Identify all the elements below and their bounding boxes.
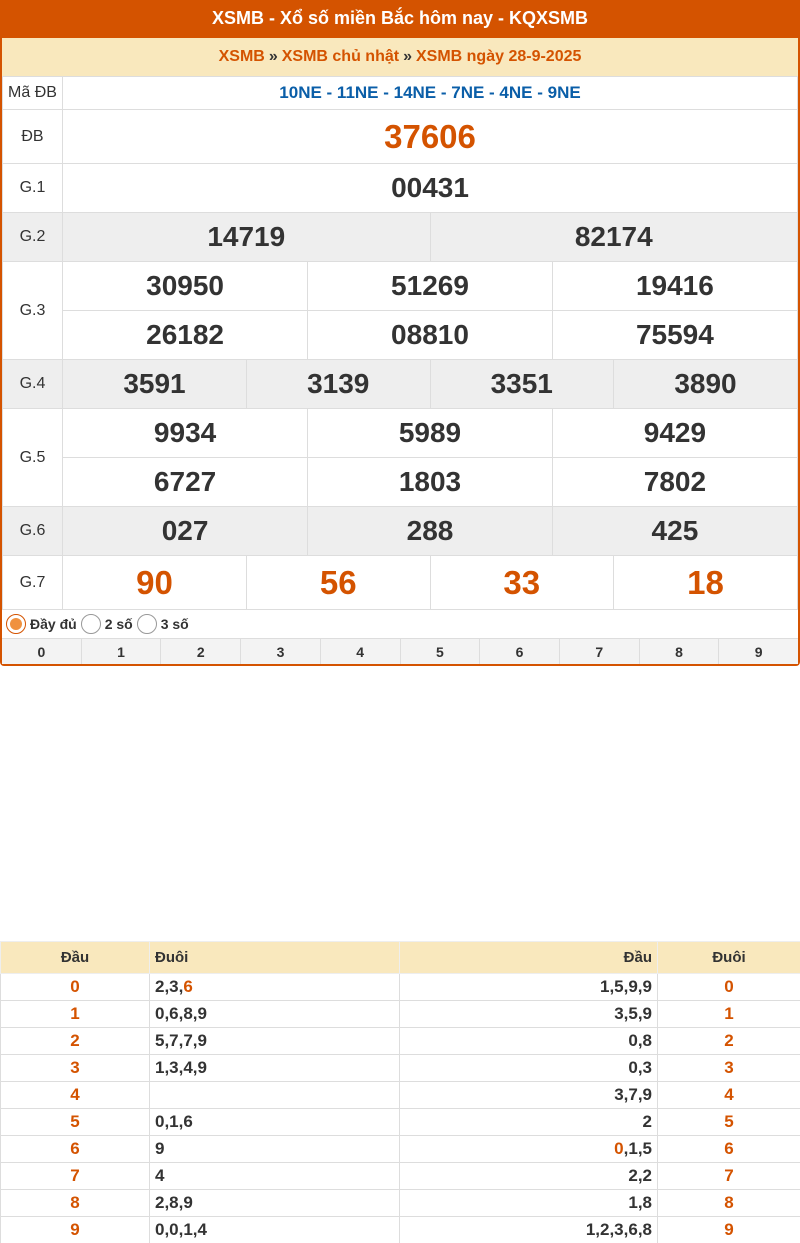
dau-cell	[1, 1001, 150, 1028]
radio-unchecked-icon[interactable]	[81, 614, 101, 634]
duoi-value: 2	[724, 1031, 734, 1050]
filter-two-digit-label: 2 số	[104, 616, 133, 632]
digit-button[interactable]: 2	[161, 639, 241, 664]
db-label: ĐB	[3, 110, 63, 164]
loto-table	[0, 941, 800, 1243]
dau-value: 2	[642, 1112, 652, 1131]
duoi-value: 0,6,8,9	[155, 1004, 207, 1023]
g4-row	[3, 360, 798, 409]
g3-number: 19416	[635, 270, 714, 301]
dau-value: ,1,5	[623, 1139, 652, 1158]
digit-button[interactable]: 5	[401, 639, 481, 664]
g4-number: 3139	[247, 360, 431, 408]
dau-cell	[1, 1109, 150, 1136]
dau-cell	[1, 1028, 150, 1055]
g7-row	[3, 556, 798, 610]
dau-cell	[400, 1190, 658, 1217]
g5-row	[3, 409, 798, 507]
dau-value: 2,2	[628, 1166, 652, 1185]
digit-highlight-bar	[2, 638, 798, 664]
results-table	[2, 76, 798, 610]
g4-number: 3591	[63, 360, 247, 408]
table-row	[1, 1028, 800, 1055]
g2-number: 82174	[430, 213, 797, 261]
duoi-cell	[658, 1028, 800, 1055]
g5-number: 9429	[643, 417, 707, 448]
dau-cell	[1, 1136, 150, 1163]
dau-cell	[1, 1163, 150, 1190]
g5-number: 6727	[63, 458, 308, 507]
g5-number: 9934	[63, 409, 308, 458]
g7-label: G.7	[3, 556, 63, 610]
duoi-cell	[658, 1001, 800, 1028]
duoi-value: 4	[155, 1166, 165, 1185]
duoi-cell	[658, 1109, 800, 1136]
dau-cell	[400, 1001, 658, 1028]
digit-button[interactable]: 3	[241, 639, 321, 664]
dau-cell	[400, 974, 658, 1001]
duoi-cell	[658, 1136, 800, 1163]
madb-row	[3, 77, 798, 110]
g4-number: 3351	[430, 360, 614, 408]
g6-number: 288	[308, 507, 553, 555]
duoi-cell	[150, 1028, 400, 1055]
duoi-value: 0	[724, 977, 734, 996]
digit-button[interactable]: 1	[82, 639, 162, 664]
duoi-value: 4	[724, 1085, 734, 1104]
dau-cell	[400, 1109, 658, 1136]
breadcrumb-xsmb-date-link[interactable]: XSMB ngày 28-9-2025	[415, 48, 582, 65]
g3-row	[3, 262, 798, 360]
table-row	[1, 1217, 800, 1243]
duoi-value: 5,7,7,9	[155, 1031, 207, 1050]
g3-number: 30950	[63, 262, 308, 311]
g5-number: 1803	[308, 458, 553, 507]
duoi-cell	[150, 1055, 400, 1082]
dau-value: 3,7,9	[614, 1085, 652, 1104]
dau-cell	[1, 1082, 150, 1109]
filter-two-digit-radio[interactable]	[81, 614, 133, 634]
g7-number: 56	[247, 556, 431, 609]
dau-cell	[400, 1082, 658, 1109]
duoi-value: 5	[724, 1112, 734, 1131]
duoi-cell	[150, 1190, 400, 1217]
dau-value: 1	[70, 1004, 80, 1023]
dau-value: 0,8	[628, 1031, 652, 1050]
dau-value: 1,2,3,6,8	[585, 1220, 652, 1239]
duoi-cell	[150, 1109, 400, 1136]
duoi-cell	[150, 1163, 400, 1190]
dau-cell	[400, 1163, 658, 1190]
duoi-cell	[658, 974, 800, 1001]
g2-number: 14719	[63, 213, 430, 261]
duoi-cell	[150, 1082, 400, 1109]
radio-checked-icon[interactable]	[6, 614, 26, 634]
madb-label: Mã ĐB	[3, 77, 63, 110]
dau-cell	[1, 1190, 150, 1217]
breadcrumb	[2, 38, 798, 76]
g4-label: G.4	[3, 360, 63, 409]
radio-unchecked-icon[interactable]	[137, 614, 157, 634]
filter-three-digit-radio[interactable]	[137, 614, 189, 634]
duoi-cell	[150, 974, 400, 1001]
duoi-value: 9	[724, 1220, 734, 1239]
duoi-cell	[658, 1217, 800, 1243]
loto-header-row	[1, 942, 800, 974]
table-row	[1, 1163, 800, 1190]
duoi-value: 0,1,6	[155, 1112, 193, 1131]
g1-row	[3, 164, 798, 213]
digit-button[interactable]: 8	[640, 639, 720, 664]
col-duoi-header: Đuôi	[150, 942, 400, 974]
dau-cell	[400, 1136, 658, 1163]
duoi-cell	[658, 1190, 800, 1217]
duoi-cell	[150, 1001, 400, 1028]
g6-label: G.6	[3, 507, 63, 556]
table-row	[1, 1001, 800, 1028]
dau-value: 4	[70, 1085, 80, 1104]
g3-number: 75594	[635, 319, 714, 350]
table-row	[1, 974, 800, 1001]
g2-label: G.2	[3, 213, 63, 262]
dau-cell	[1, 974, 150, 1001]
breadcrumb-separator: »	[268, 48, 278, 65]
dau-value: 0	[70, 977, 80, 996]
g5-number: 7802	[643, 466, 707, 497]
dau-cell	[1, 1055, 150, 1082]
duoi-value: 1,3,4,9	[155, 1058, 207, 1077]
duoi-cell	[150, 1217, 400, 1243]
duoi-cell	[658, 1163, 800, 1190]
dau-cell	[400, 1055, 658, 1082]
col-dau-header: Đầu	[400, 942, 658, 974]
g3-number: 26182	[63, 311, 308, 360]
breadcrumb-separator: »	[403, 48, 412, 65]
madb-value: 10NE - 11NE - 14NE - 7NE - 4NE - 9NE	[63, 77, 798, 110]
table-row	[1, 1136, 800, 1163]
duoi-value: 2,3,	[155, 977, 184, 996]
col-dau-header: Đầu	[1, 942, 150, 974]
table-row	[1, 1055, 800, 1082]
filter-three-digit-label: 3 số	[160, 616, 189, 632]
breadcrumb-xsmb-link[interactable]: XSMB	[218, 48, 265, 65]
duoi-value: 7	[724, 1166, 734, 1185]
g7-number: 33	[430, 556, 614, 609]
breadcrumb-xsmb-sunday-link[interactable]: XSMB chủ nhật	[281, 48, 400, 65]
g6-number: 425	[552, 507, 797, 555]
dau-value: 1,8	[628, 1193, 652, 1212]
digit-button[interactable]: 0	[2, 639, 82, 664]
g5-number: 5989	[308, 409, 553, 458]
g4-number: 3890	[614, 360, 798, 408]
duoi-value: 9	[155, 1139, 165, 1158]
dau-value: 9	[70, 1220, 80, 1239]
display-filter	[2, 610, 798, 638]
db-row	[3, 110, 798, 164]
duoi-cell	[658, 1055, 800, 1082]
db-number: 37606	[63, 110, 798, 164]
duoi-value: 6	[724, 1139, 734, 1158]
filter-full-radio[interactable]	[6, 614, 77, 634]
digit-button[interactable]: 4	[321, 639, 401, 664]
g6-number: 027	[63, 507, 308, 555]
col-duoi-header: Đuôi	[658, 942, 800, 974]
duoi-value: 0,0,1,4	[155, 1220, 207, 1239]
g1-label: G.1	[3, 164, 63, 213]
dau-cell	[400, 1217, 658, 1243]
g1-number: 00431	[63, 164, 798, 213]
duoi-highlight: 6	[183, 977, 193, 996]
duoi-value: 1	[724, 1004, 734, 1023]
g3-number: 51269	[308, 262, 553, 311]
digit-button[interactable]: 9	[754, 644, 763, 660]
digit-button[interactable]: 6	[480, 639, 560, 664]
dau-cell	[400, 1028, 658, 1055]
g7-number: 90	[63, 556, 247, 609]
dau-value: 2	[70, 1031, 80, 1050]
digit-button[interactable]: 7	[560, 639, 640, 664]
dau-value: 8	[70, 1193, 80, 1212]
dau-value: 0,3	[628, 1058, 652, 1077]
dau-value: 6	[70, 1139, 80, 1158]
table-row	[1, 1109, 800, 1136]
duoi-cell	[150, 1136, 400, 1163]
dau-value: 7	[70, 1166, 80, 1185]
dau-highlight: 0	[614, 1139, 624, 1158]
duoi-value: 3	[724, 1058, 734, 1077]
g6-row	[3, 507, 798, 556]
duoi-value: 2,8,9	[155, 1193, 193, 1212]
page-title: XSMB - Xổ số miền Bắc hôm nay - KQXSMB	[0, 0, 800, 38]
g3-label: G.3	[3, 262, 63, 360]
dau-value: 3	[70, 1058, 80, 1077]
dau-value: 1,5,9,9	[600, 977, 652, 996]
dau-value: 5	[70, 1112, 80, 1131]
g2-row	[3, 213, 798, 262]
duoi-cell	[658, 1082, 800, 1109]
duoi-value: 8	[724, 1193, 734, 1212]
dau-cell	[1, 1217, 150, 1243]
g7-number: 18	[687, 563, 724, 601]
g5-label: G.5	[3, 409, 63, 507]
table-row	[1, 1190, 800, 1217]
g3-number: 08810	[308, 311, 553, 360]
filter-full-label: Đầy đủ	[30, 616, 77, 632]
table-row	[1, 1082, 800, 1109]
dau-value: 3,5,9	[614, 1004, 652, 1023]
